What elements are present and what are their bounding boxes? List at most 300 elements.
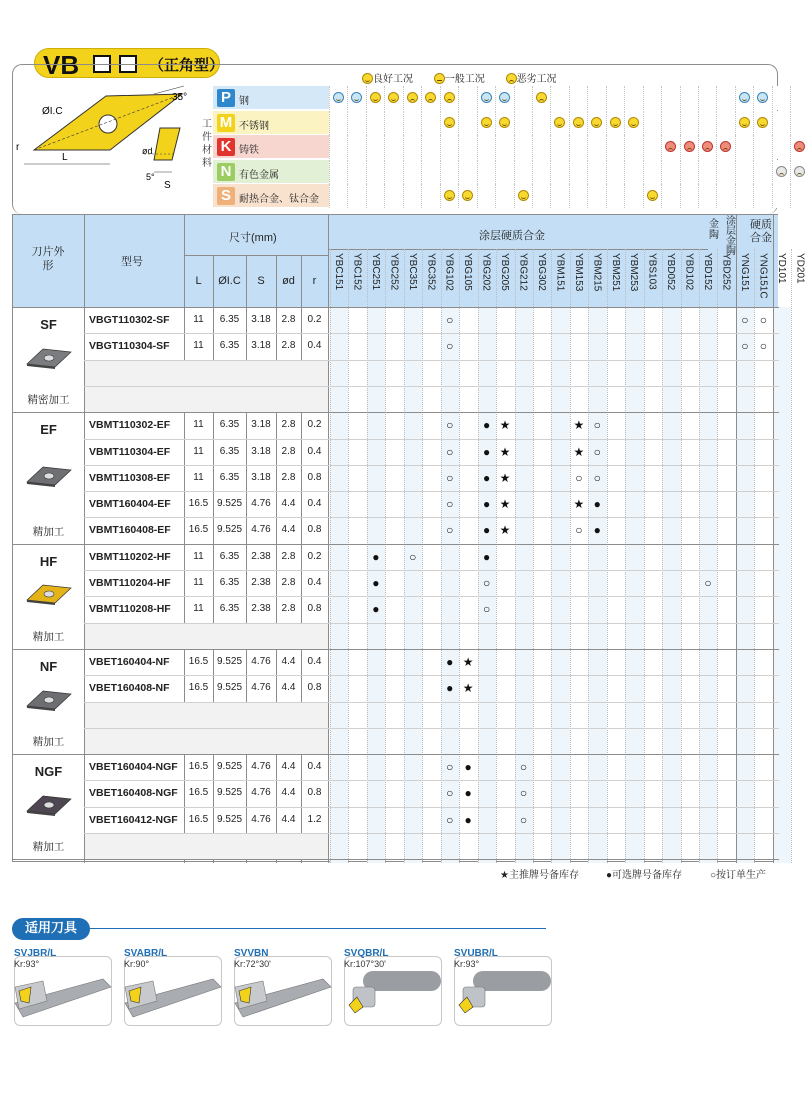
material-cell — [421, 160, 439, 184]
material-cell — [735, 135, 753, 159]
material-cell — [698, 86, 716, 110]
dim-value-l: 16.5 — [188, 813, 209, 825]
tool-kr: Kr:107°30' — [344, 959, 386, 969]
material-cell — [569, 111, 587, 135]
material-cell — [495, 135, 513, 159]
grade-col-line — [588, 249, 589, 863]
dot-mark: ● — [372, 549, 380, 564]
grade-col-line — [422, 249, 423, 863]
material-name: 耐热合金、钛合金 — [239, 194, 319, 205]
material-cell — [458, 111, 476, 135]
carbide-line — [773, 215, 774, 863]
dim-value-ic: 6.35 — [219, 550, 240, 562]
dim-value-ic: 6.35 — [219, 603, 240, 615]
grade-name-1: YBC152 — [351, 253, 363, 291]
material-row-m — [213, 111, 778, 135]
length-label: L — [62, 152, 68, 163]
grade-name-11: YBG302 — [535, 253, 547, 291]
material-cell — [495, 86, 513, 110]
material-badge-s: S — [217, 187, 235, 205]
material-name: 有色金属 — [239, 169, 279, 181]
dim-value-r: 0.2 — [307, 550, 322, 562]
dot-mark: ● — [593, 523, 601, 538]
material-cell — [329, 135, 347, 159]
dim-value-l: 16.5 — [188, 655, 209, 667]
dim-value-r: 0.4 — [307, 445, 322, 457]
hdr-line — [184, 255, 328, 256]
material-cell — [753, 160, 771, 184]
legend-circle: ○按订单生产 — [710, 870, 767, 881]
grade-col-line — [662, 249, 663, 863]
material-name: 铸铁 — [239, 145, 259, 156]
material-cell — [403, 111, 421, 135]
grade-col-line — [478, 249, 479, 863]
material-cell — [477, 111, 495, 135]
sad-face-icon — [684, 141, 695, 152]
material-cell — [347, 86, 365, 110]
material-cell — [421, 184, 439, 208]
material-cell — [440, 160, 458, 184]
circle-mark: ○ — [593, 444, 601, 459]
dim-value-d: 2.8 — [281, 340, 296, 352]
material-cell — [366, 135, 384, 159]
material-cell — [569, 160, 587, 184]
circle-mark: ○ — [575, 523, 583, 538]
dim-value-ic: 9.525 — [216, 682, 243, 694]
dim-value-s: 4.76 — [251, 787, 271, 799]
dot-mark: ● — [593, 497, 601, 512]
material-cell — [753, 111, 771, 135]
ic-label: ØI.C — [42, 106, 63, 117]
material-cell — [532, 135, 550, 159]
sad-face-icon — [720, 141, 731, 152]
material-cell — [735, 160, 753, 184]
dot-mark: ● — [446, 654, 454, 669]
group-desc: 精加工 — [32, 736, 65, 749]
row-line — [84, 439, 779, 440]
dim-value-r: 1.2 — [307, 813, 322, 825]
dim-value-ic: 6.35 — [219, 577, 240, 588]
dim-value-l: 11 — [193, 550, 204, 562]
material-cell — [606, 135, 624, 159]
dim-value-l: 11 — [193, 314, 204, 325]
row-line — [84, 675, 779, 676]
grade-name-4: YBC351 — [406, 253, 418, 291]
material-cell — [716, 86, 734, 110]
dim-value-l: 11 — [193, 445, 204, 457]
material-cell — [716, 160, 734, 184]
sad-face-icon — [794, 166, 805, 177]
dim-value-s: 4.76 — [251, 655, 271, 667]
model-number: VBGT110302-SF — [89, 314, 170, 326]
dim-value-s: 2.38 — [251, 603, 271, 615]
model-number: VBET160412-NGF — [89, 813, 178, 826]
material-cell — [716, 184, 734, 208]
group-desc: 精加工 — [32, 630, 65, 643]
dim-value-l: 16.5 — [188, 761, 209, 773]
group-line — [13, 412, 779, 413]
material-cell — [366, 160, 384, 184]
dim-value-d: 2.8 — [281, 445, 296, 457]
dim-value-ic: 6.35 — [219, 419, 240, 431]
row-line — [84, 333, 779, 334]
smile-icon — [554, 117, 565, 128]
dim-value-d: 2.8 — [281, 577, 296, 588]
radius-label: r — [16, 142, 20, 153]
material-cell — [790, 86, 808, 110]
circle-mark: ○ — [446, 760, 454, 775]
material-cell — [458, 135, 476, 159]
dim-value-l: 16.5 — [188, 682, 209, 694]
material-cell — [458, 160, 476, 184]
smile-icon — [518, 190, 529, 201]
material-cell — [569, 184, 587, 208]
group-desc: 精加工 — [32, 525, 65, 538]
tool-card-2 — [234, 948, 332, 1026]
material-cell — [477, 184, 495, 208]
grade-name-0: YBC151 — [333, 253, 344, 291]
shape-header-text: 刀片外形 — [31, 246, 65, 272]
tools-divider — [90, 928, 546, 929]
title-sub: （正角型） — [149, 56, 225, 74]
group-desc: 精密加工 — [27, 394, 70, 407]
clearance-label: 5° — [146, 172, 155, 182]
row-line — [84, 596, 779, 597]
group-line — [13, 754, 779, 755]
tool-name: SVUBR/L — [454, 948, 498, 959]
material-cell — [624, 111, 642, 135]
circle-mark: ○ — [446, 418, 454, 433]
dim-value-r: 0.4 — [307, 761, 322, 773]
grade-col-line — [367, 249, 368, 863]
material-cell — [643, 184, 661, 208]
material-cell — [680, 135, 698, 159]
smile-icon — [628, 117, 639, 128]
circle-mark: ○ — [446, 497, 454, 512]
grade-name-10: YBG212 — [517, 253, 529, 291]
dot-mark: ● — [464, 812, 472, 827]
material-badge-n: N — [217, 163, 235, 181]
circle-mark: ○ — [704, 576, 712, 590]
dim-value-d: 4.4 — [281, 655, 296, 667]
circle-mark: ○ — [593, 418, 601, 433]
smile-icon — [757, 117, 768, 128]
tool-name: SVVBN — [234, 948, 269, 959]
material-cell — [680, 184, 698, 208]
circle-mark: ○ — [446, 786, 454, 801]
cermet-header-text: 金陶 — [709, 219, 719, 241]
dim-value-s: 4.76 — [251, 761, 271, 773]
material-cell — [772, 86, 790, 110]
smile-icon — [444, 190, 455, 201]
row-line — [84, 807, 779, 808]
circle-mark: ○ — [482, 576, 491, 590]
star-mark: ★ — [499, 444, 511, 459]
smile-icon — [333, 92, 344, 103]
tool-kr: Kr:90° — [124, 959, 150, 969]
smile-icon — [370, 92, 381, 103]
material-cell — [624, 135, 642, 159]
smile-icon — [481, 92, 492, 103]
model-number: VBMT110304-EF — [89, 445, 171, 458]
dim-value-s: 3.18 — [251, 340, 271, 352]
material-cell — [735, 86, 753, 110]
grade-table — [12, 214, 806, 862]
material-cell — [753, 184, 771, 208]
grade-col-line — [607, 249, 608, 863]
dim-value-ic: 6.35 — [219, 445, 240, 457]
material-cell — [532, 111, 550, 135]
material-cell — [440, 111, 458, 135]
material-cell — [495, 160, 513, 184]
material-cell — [643, 111, 661, 135]
grade-name-9: YBG205 — [499, 253, 511, 291]
grade-col-line — [717, 249, 718, 863]
grade-col-line — [441, 249, 442, 863]
material-cell — [698, 184, 716, 208]
dim-value-l: 11 — [193, 471, 204, 483]
material-cell — [384, 160, 402, 184]
sad-face-icon — [665, 141, 676, 152]
material-row-k — [213, 135, 778, 159]
dim-value-d: 2.8 — [281, 550, 296, 562]
row-line — [84, 517, 779, 518]
dot-mark: ● — [482, 418, 491, 433]
circle-mark: ○ — [446, 470, 454, 485]
circle-mark: ○ — [759, 313, 767, 327]
hole-dia-label: ød — [142, 146, 153, 156]
material-cell — [403, 135, 421, 159]
star-mark: ★ — [499, 418, 511, 433]
material-cell — [624, 184, 642, 208]
circle-mark: ○ — [575, 470, 583, 485]
smile-icon — [481, 117, 492, 128]
tool-name: SVABR/L — [124, 948, 168, 959]
dim-value-r: 0.2 — [307, 314, 322, 325]
dimension-header-text: 尺寸(mm) — [229, 232, 277, 244]
sad-face-icon — [776, 166, 787, 177]
material-cell — [329, 86, 347, 110]
model-number: VBMT110302-EF — [89, 419, 171, 432]
dim-value-s: 4.76 — [251, 498, 271, 510]
model-number: VBET160404-NF — [89, 655, 170, 668]
grade-name-8: YBG202 — [480, 253, 492, 291]
dim-value-d: 4.4 — [281, 813, 296, 825]
grade-name-18: YBD052 — [665, 253, 677, 291]
dim-value-ic: 6.35 — [219, 340, 240, 352]
insert-image-nf — [25, 688, 73, 712]
material-cell — [680, 86, 698, 110]
tool-name: SVQBR/L — [344, 948, 389, 959]
circle-mark: ○ — [519, 760, 528, 775]
grade-col-line — [754, 249, 755, 863]
grade-name-6: YBG102 — [443, 253, 455, 291]
dim-value-ic: 9.525 — [216, 813, 243, 825]
dot-mark: ● — [464, 760, 472, 775]
dim-value-ic: 6.35 — [219, 471, 240, 483]
grade-col-line — [681, 249, 682, 863]
circle-mark: ○ — [446, 313, 454, 327]
material-cell — [790, 160, 808, 184]
material-cell — [550, 135, 568, 159]
material-cell — [661, 111, 679, 135]
material-cell — [550, 111, 568, 135]
dim-value-l: 11 — [193, 577, 204, 588]
material-badge-k: K — [217, 138, 235, 156]
dim-header-1: ØI.C — [218, 275, 241, 287]
angle-label: 35° — [172, 92, 188, 103]
material-name: 不锈钢 — [239, 120, 269, 132]
dim-value-r: 0.8 — [307, 787, 322, 799]
grade-name-12: YBM151 — [554, 253, 566, 292]
dot-mark: ● — [446, 681, 454, 696]
material-cell — [440, 86, 458, 110]
dim-value-ic: 9.525 — [216, 498, 243, 510]
dim-value-s: 4.76 — [251, 682, 271, 694]
model-number: VBMT160404-EF — [89, 498, 171, 511]
coated-cermet-header-text: 涂层金陶 — [726, 216, 736, 257]
tool-card-1 — [124, 948, 222, 1026]
dot-mark: ● — [482, 549, 491, 564]
grade-name-3: YBC252 — [388, 253, 400, 291]
material-cell — [698, 160, 716, 184]
dim-value-s: 4.76 — [251, 813, 271, 825]
empty-row — [85, 834, 328, 859]
smile-icon — [499, 117, 510, 128]
material-cell — [735, 184, 753, 208]
grade-name-24: YD101 — [775, 253, 787, 284]
circle-mark: ○ — [446, 523, 454, 538]
dim-value-r: 0.8 — [307, 603, 322, 615]
dot-mark: ● — [482, 470, 491, 485]
tool-card-0 — [14, 948, 112, 1026]
smile-icon — [462, 190, 473, 201]
grade-col-line — [625, 249, 626, 863]
tool-kr: Kr:93° — [14, 959, 40, 969]
dim-value-s: 4.76 — [251, 524, 271, 536]
material-cell — [514, 184, 532, 208]
dim-value-r: 0.4 — [307, 498, 322, 510]
material-cell — [347, 184, 365, 208]
grade-name-2: YBC251 — [369, 253, 381, 291]
tool-kr: Kr:93° — [454, 959, 480, 969]
dim-value-l: 16.5 — [188, 524, 209, 536]
material-cell — [661, 184, 679, 208]
legend-bad: 恶劣工况 — [506, 74, 557, 85]
dim-value-l: 11 — [193, 419, 204, 431]
coated-header-text: 涂层硬质合金 — [479, 230, 545, 242]
model-number: VBMT110308-EF — [89, 471, 171, 484]
material-cell — [790, 135, 808, 159]
grade-name-23: YNG151C — [757, 253, 769, 299]
group-code-ef: EF — [40, 422, 57, 438]
dim-header-2: S — [257, 275, 265, 287]
material-cell — [347, 135, 365, 159]
condition-legend — [362, 70, 575, 85]
material-badge-m: M — [217, 114, 235, 132]
legend-dot: ●可选牌号备库存 — [606, 870, 683, 881]
smile-icon — [351, 92, 362, 103]
material-cell — [403, 86, 421, 110]
grade-name-5: YBC352 — [425, 253, 437, 291]
dim-value-ic: 9.525 — [216, 524, 243, 536]
row-line — [84, 465, 779, 466]
dim-value-s: 3.18 — [251, 314, 271, 325]
dim-value-d: 2.8 — [281, 419, 296, 431]
group-line — [13, 544, 779, 545]
group-desc: 精加工 — [32, 841, 65, 854]
grade-name-13: YBM153 — [572, 253, 584, 292]
grade-name-22: YNG151 — [738, 253, 750, 292]
material-cell — [569, 135, 587, 159]
material-cell — [753, 86, 771, 110]
material-cell — [661, 86, 679, 110]
material-cell — [384, 86, 402, 110]
tools-title: 适用刀具 — [12, 918, 90, 940]
material-cell — [532, 86, 550, 110]
star-mark: ★ — [573, 418, 585, 433]
material-cell — [698, 135, 716, 159]
legend-good: 良好工况 — [362, 74, 413, 85]
material-cell — [587, 160, 605, 184]
material-cell — [421, 111, 439, 135]
dim-value-d: 2.8 — [281, 603, 296, 615]
grade-col-line — [699, 249, 700, 863]
dim-value-r: 0.8 — [307, 471, 322, 483]
insert-hole — [99, 115, 117, 133]
material-cell — [477, 86, 495, 110]
group-code-sf: SF — [40, 317, 57, 332]
material-cell — [347, 111, 365, 135]
material-cell — [403, 160, 421, 184]
material-cell — [403, 184, 421, 208]
dim-value-r: 0.8 — [307, 682, 322, 694]
material-cell — [329, 160, 347, 184]
grade-col-line — [496, 249, 497, 863]
material-cell — [716, 135, 734, 159]
smile-icon — [591, 117, 602, 128]
material-row-s — [213, 184, 778, 208]
material-cell — [661, 135, 679, 159]
grade-name-7: YBG105 — [462, 253, 474, 291]
hdr-bottom — [13, 307, 779, 308]
dim-value-l: 11 — [193, 340, 204, 352]
row-line — [84, 570, 779, 571]
insert-image-ef — [25, 464, 73, 488]
insert-image-sf — [25, 346, 73, 370]
material-cell — [643, 135, 661, 159]
material-cell — [477, 160, 495, 184]
grade-name-16: YBM253 — [628, 253, 640, 292]
dim-value-ic: 9.525 — [216, 761, 243, 773]
model-number: VBET160408-NF — [89, 682, 170, 695]
material-cell — [514, 160, 532, 184]
material-cell — [514, 111, 532, 135]
insert-image-ngf — [25, 793, 73, 817]
material-cell — [440, 135, 458, 159]
model-number: VBMT110204-HF — [89, 577, 171, 589]
material-cell — [384, 184, 402, 208]
model-number: VBET160408-NGF — [89, 787, 178, 800]
empty-row — [85, 729, 328, 754]
material-cell — [587, 111, 605, 135]
circle-mark: ○ — [446, 444, 454, 459]
material-cell — [698, 111, 716, 135]
grade-name-15: YBM251 — [609, 253, 621, 292]
grade-col-line — [385, 249, 386, 863]
material-cell — [624, 160, 642, 184]
sad-face-icon — [444, 92, 455, 103]
